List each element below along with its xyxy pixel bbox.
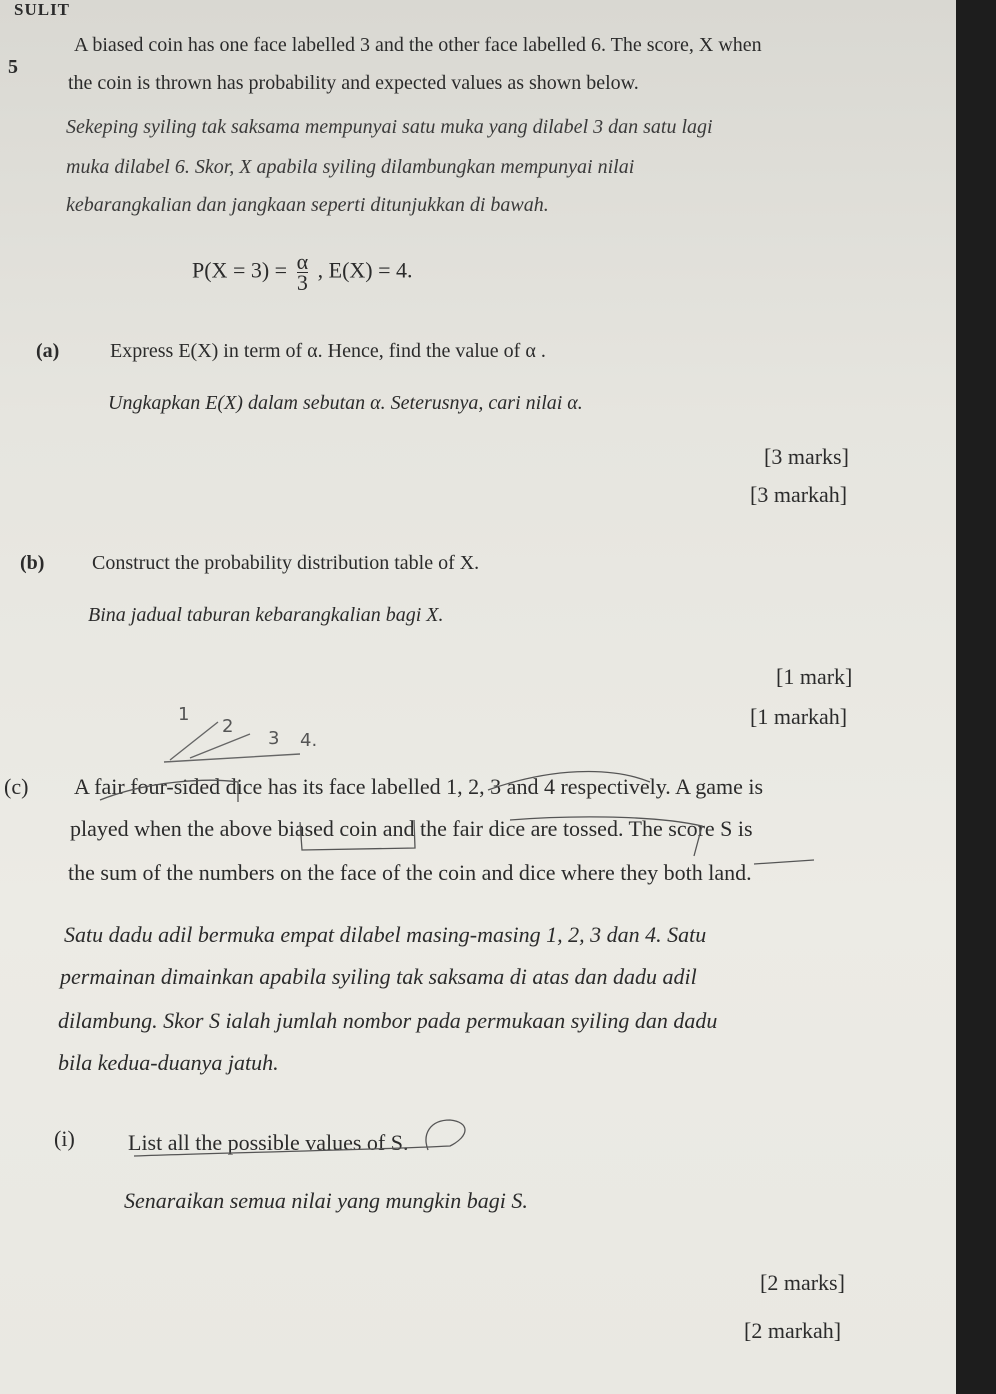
intro-ms-line-2: muka dilabel 6. Skor, X apabila syiling dilambungkan mempunyai nilai [66,156,635,178]
formula-fraction [296,249,309,295]
part-b-ms: Bina jadual taburan kebarangkalian bagi X. [88,604,444,626]
part-c-en-line-2: played when the above biased coin and the fair dice are tossed. The score S is [70,816,753,841]
part-c-ms-line-4: bila kedua-duanya jatuh. [58,1050,279,1075]
part-c-en-line-3: the sum of the numbers on the face of the coin and dice where they both land. [68,860,752,885]
part-c-en-line-1: A fair four-sided dice has its face labelled 1, 2, 3 and 4 respectively. A game is [74,774,764,799]
part-c-ms-line-1: Satu dadu adil bermuka empat dilabel masing-masing 1, 2, 3 dan 4. Satu [64,922,707,947]
part-a-marks-en: [3 marks] [764,444,849,469]
handwritten-digit-3: 3 [268,728,280,749]
intro-ms-line-3: kebarangkalian dan jangkaan seperti ditunjukkan di bawah. [66,194,549,216]
part-c-ms-line-3: dilambung. Skor S ialah jumlah nombor pada permukaan syiling dan dadu [58,1008,718,1033]
formula-rhs: , E(X) = 4. [317,257,413,283]
part-a-marks-ms: [3 markah] [750,482,848,507]
probability-formula [192,249,413,295]
underline-marking [130,1116,480,1166]
handwritten-digit-2: 2 [222,716,234,737]
formula-denominator: 3 [296,270,308,295]
formula-numerator: α [296,249,309,274]
intro-ms-line-1: Sekeping syiling tak saksama mempunyai satu muka yang dilabel 3 dan satu lagi [66,116,713,138]
part-c-i-label: (i) [54,1126,75,1151]
part-c-i-en: List all the possible values of S. [128,1130,409,1155]
part-c-ms-line-2: permainan dimainkan apabila syiling tak saksama di atas dan dadu adil [60,964,697,989]
part-c-label: (c) [4,774,29,799]
part-a-en: Express E(X) in term of α. Hence, find the value of α . [110,340,546,362]
pen-markings [90,760,880,870]
handwritten-digit-1: 1 [178,704,190,725]
part-c-i-marks-ms: [2 markah] [744,1318,842,1343]
part-b-marks-ms: [1 markah] [750,704,848,729]
part-c-i-marks-en: [2 marks] [760,1270,845,1295]
handwritten-digit-4: 4. [300,730,318,751]
part-c-i-ms: Senaraikan semua nilai yang mungkin bagi S. [124,1188,528,1213]
part-a-ms: Ungkapkan E(X) dalam sebutan α. Seterusnya, cari nilai α. [108,392,583,414]
page-header: SULIT [14,0,71,19]
intro-en-line-2: the coin is thrown has probability and expected values as shown below. [68,72,639,94]
part-b-label: (b) [20,552,45,574]
question-number: 5 [8,56,18,78]
formula-lhs: P(X = 3) = [192,257,288,283]
part-b-marks-en: [1 mark] [776,664,853,689]
part-a-label: (a) [36,340,60,362]
part-b-en: Construct the probability distribution table of X. [92,552,480,574]
dark-page-edge [956,0,996,1394]
intro-en-line-1: A biased coin has one face labelled 3 and the other face labelled 6. The score, X when [74,34,762,56]
